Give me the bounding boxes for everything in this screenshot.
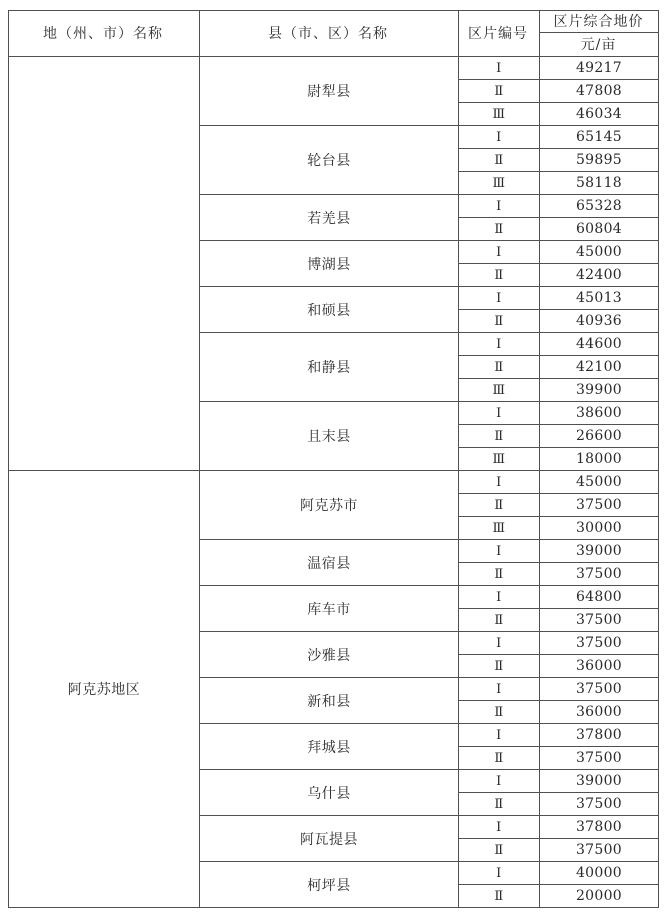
land-price-value: 39000 xyxy=(575,543,623,559)
zone-code: Ⅱ xyxy=(494,83,504,99)
land-price-value: 44600 xyxy=(575,336,623,352)
land-price-value: 42100 xyxy=(575,359,623,375)
land-price-value: 26600 xyxy=(575,428,623,444)
header-unit: 元/亩 xyxy=(580,37,617,53)
zone-code: Ⅱ xyxy=(494,796,504,812)
land-price-value: 59895 xyxy=(575,152,623,168)
county-name: 和硕县 xyxy=(307,302,351,319)
column-divider xyxy=(8,10,9,908)
zone-code: Ⅱ xyxy=(494,313,504,329)
zone-code: Ⅱ xyxy=(494,497,504,513)
land-price-value: 65328 xyxy=(575,198,623,214)
zone-code: Ⅰ xyxy=(496,635,502,651)
land-price-value: 45000 xyxy=(575,244,623,260)
zone-code: Ⅰ xyxy=(496,474,502,490)
county-name: 博湖县 xyxy=(307,256,351,273)
row-divider xyxy=(539,32,658,33)
county-name: 和静县 xyxy=(307,360,351,376)
row-divider xyxy=(8,907,659,908)
zone-code: Ⅰ xyxy=(496,865,502,881)
county-name: 尉犁县 xyxy=(307,84,351,100)
county-name: 拜城县 xyxy=(307,739,351,756)
land-price-value: 40000 xyxy=(575,865,623,881)
prefecture-name: 阿克苏地区 xyxy=(67,682,141,698)
zone-code: Ⅱ xyxy=(494,152,504,168)
zone-code: Ⅰ xyxy=(496,405,502,421)
county-name: 轮台县 xyxy=(307,153,351,169)
land-price-value: 45000 xyxy=(575,474,623,490)
county-name: 柯坪县 xyxy=(307,877,351,894)
zone-code: Ⅱ xyxy=(494,658,504,674)
zone-code: Ⅰ xyxy=(496,129,502,145)
land-price-value: 37500 xyxy=(575,681,623,697)
zone-code: Ⅲ xyxy=(492,382,506,398)
zone-code: Ⅱ xyxy=(494,842,504,858)
land-price-value: 39900 xyxy=(575,382,623,398)
header-price: 区片综合地价 xyxy=(553,14,644,30)
county-name: 库车市 xyxy=(307,601,351,618)
land-price-value: 64800 xyxy=(575,589,623,605)
zone-code: Ⅱ xyxy=(494,750,504,766)
county-name: 若羌县 xyxy=(307,210,351,227)
column-divider xyxy=(199,10,200,908)
header-county: 县（市、区）名称 xyxy=(268,25,388,42)
land-price-value: 37800 xyxy=(575,727,623,743)
county-name: 乌什县 xyxy=(307,785,351,802)
land-price-value: 42400 xyxy=(575,267,623,283)
land-price-value: 18000 xyxy=(575,451,623,467)
column-divider xyxy=(658,10,659,908)
land-price-value: 37500 xyxy=(575,750,623,766)
land-price-value: 37500 xyxy=(575,566,623,582)
county-name: 温宿县 xyxy=(307,555,351,572)
county-name: 沙雅县 xyxy=(307,647,351,664)
county-name: 且末县 xyxy=(307,429,351,445)
land-price-value: 40936 xyxy=(575,313,623,329)
zone-code: Ⅰ xyxy=(496,60,502,76)
zone-code: Ⅰ xyxy=(496,336,502,352)
land-price-value: 37500 xyxy=(575,842,623,858)
zone-code: Ⅱ xyxy=(494,704,504,720)
land-price-value: 46034 xyxy=(575,106,623,122)
zone-code: Ⅲ xyxy=(492,175,506,191)
zone-code: Ⅰ xyxy=(496,681,502,697)
zone-code: Ⅲ xyxy=(492,106,506,122)
row-divider xyxy=(8,10,659,11)
land-price-value: 47808 xyxy=(575,83,623,99)
zone-code: Ⅰ xyxy=(496,543,502,559)
county-name: 新和县 xyxy=(307,693,351,710)
zone-code: Ⅱ xyxy=(494,359,504,375)
zone-code: Ⅰ xyxy=(496,244,502,260)
land-price-value: 37800 xyxy=(575,819,623,835)
zone-code: Ⅰ xyxy=(496,773,502,789)
zone-code: Ⅱ xyxy=(494,566,504,582)
zone-code: Ⅱ xyxy=(494,888,504,904)
land-price-value: 37500 xyxy=(575,635,623,651)
county-name: 阿瓦提县 xyxy=(300,831,358,848)
zone-code: Ⅱ xyxy=(494,612,504,628)
zone-code: Ⅰ xyxy=(496,198,502,214)
land-price-value: 36000 xyxy=(575,658,623,674)
land-price-value: 60804 xyxy=(575,221,623,237)
land-price-value: 36000 xyxy=(575,704,623,720)
header-zone: 区片编号 xyxy=(468,25,528,42)
header-prefecture: 地（州、市）名称 xyxy=(43,25,163,42)
column-divider xyxy=(539,10,540,908)
land-price-value: 37500 xyxy=(575,796,623,812)
zone-code: Ⅰ xyxy=(496,589,502,605)
zone-code: Ⅱ xyxy=(494,267,504,283)
column-divider xyxy=(458,10,459,908)
zone-code: Ⅰ xyxy=(496,819,502,835)
land-price-value: 58118 xyxy=(575,175,623,191)
zone-code: Ⅰ xyxy=(496,290,502,306)
land-price-value: 30000 xyxy=(575,520,623,536)
land-price-value: 39000 xyxy=(575,773,623,789)
zone-code: Ⅱ xyxy=(494,428,504,444)
zone-code: Ⅲ xyxy=(492,451,506,467)
zone-code: Ⅰ xyxy=(496,727,502,743)
land-price-value: 37500 xyxy=(575,497,623,513)
zone-code: Ⅱ xyxy=(494,221,504,237)
land-price-value: 49217 xyxy=(575,60,623,76)
land-price-value: 65145 xyxy=(575,129,623,145)
county-name: 阿克苏市 xyxy=(300,498,358,514)
land-price-value: 37500 xyxy=(575,612,623,628)
land-price-value: 20000 xyxy=(575,888,623,904)
land-price-value: 38600 xyxy=(575,405,623,421)
zone-code: Ⅲ xyxy=(492,520,506,536)
land-price-value: 45013 xyxy=(575,290,623,306)
